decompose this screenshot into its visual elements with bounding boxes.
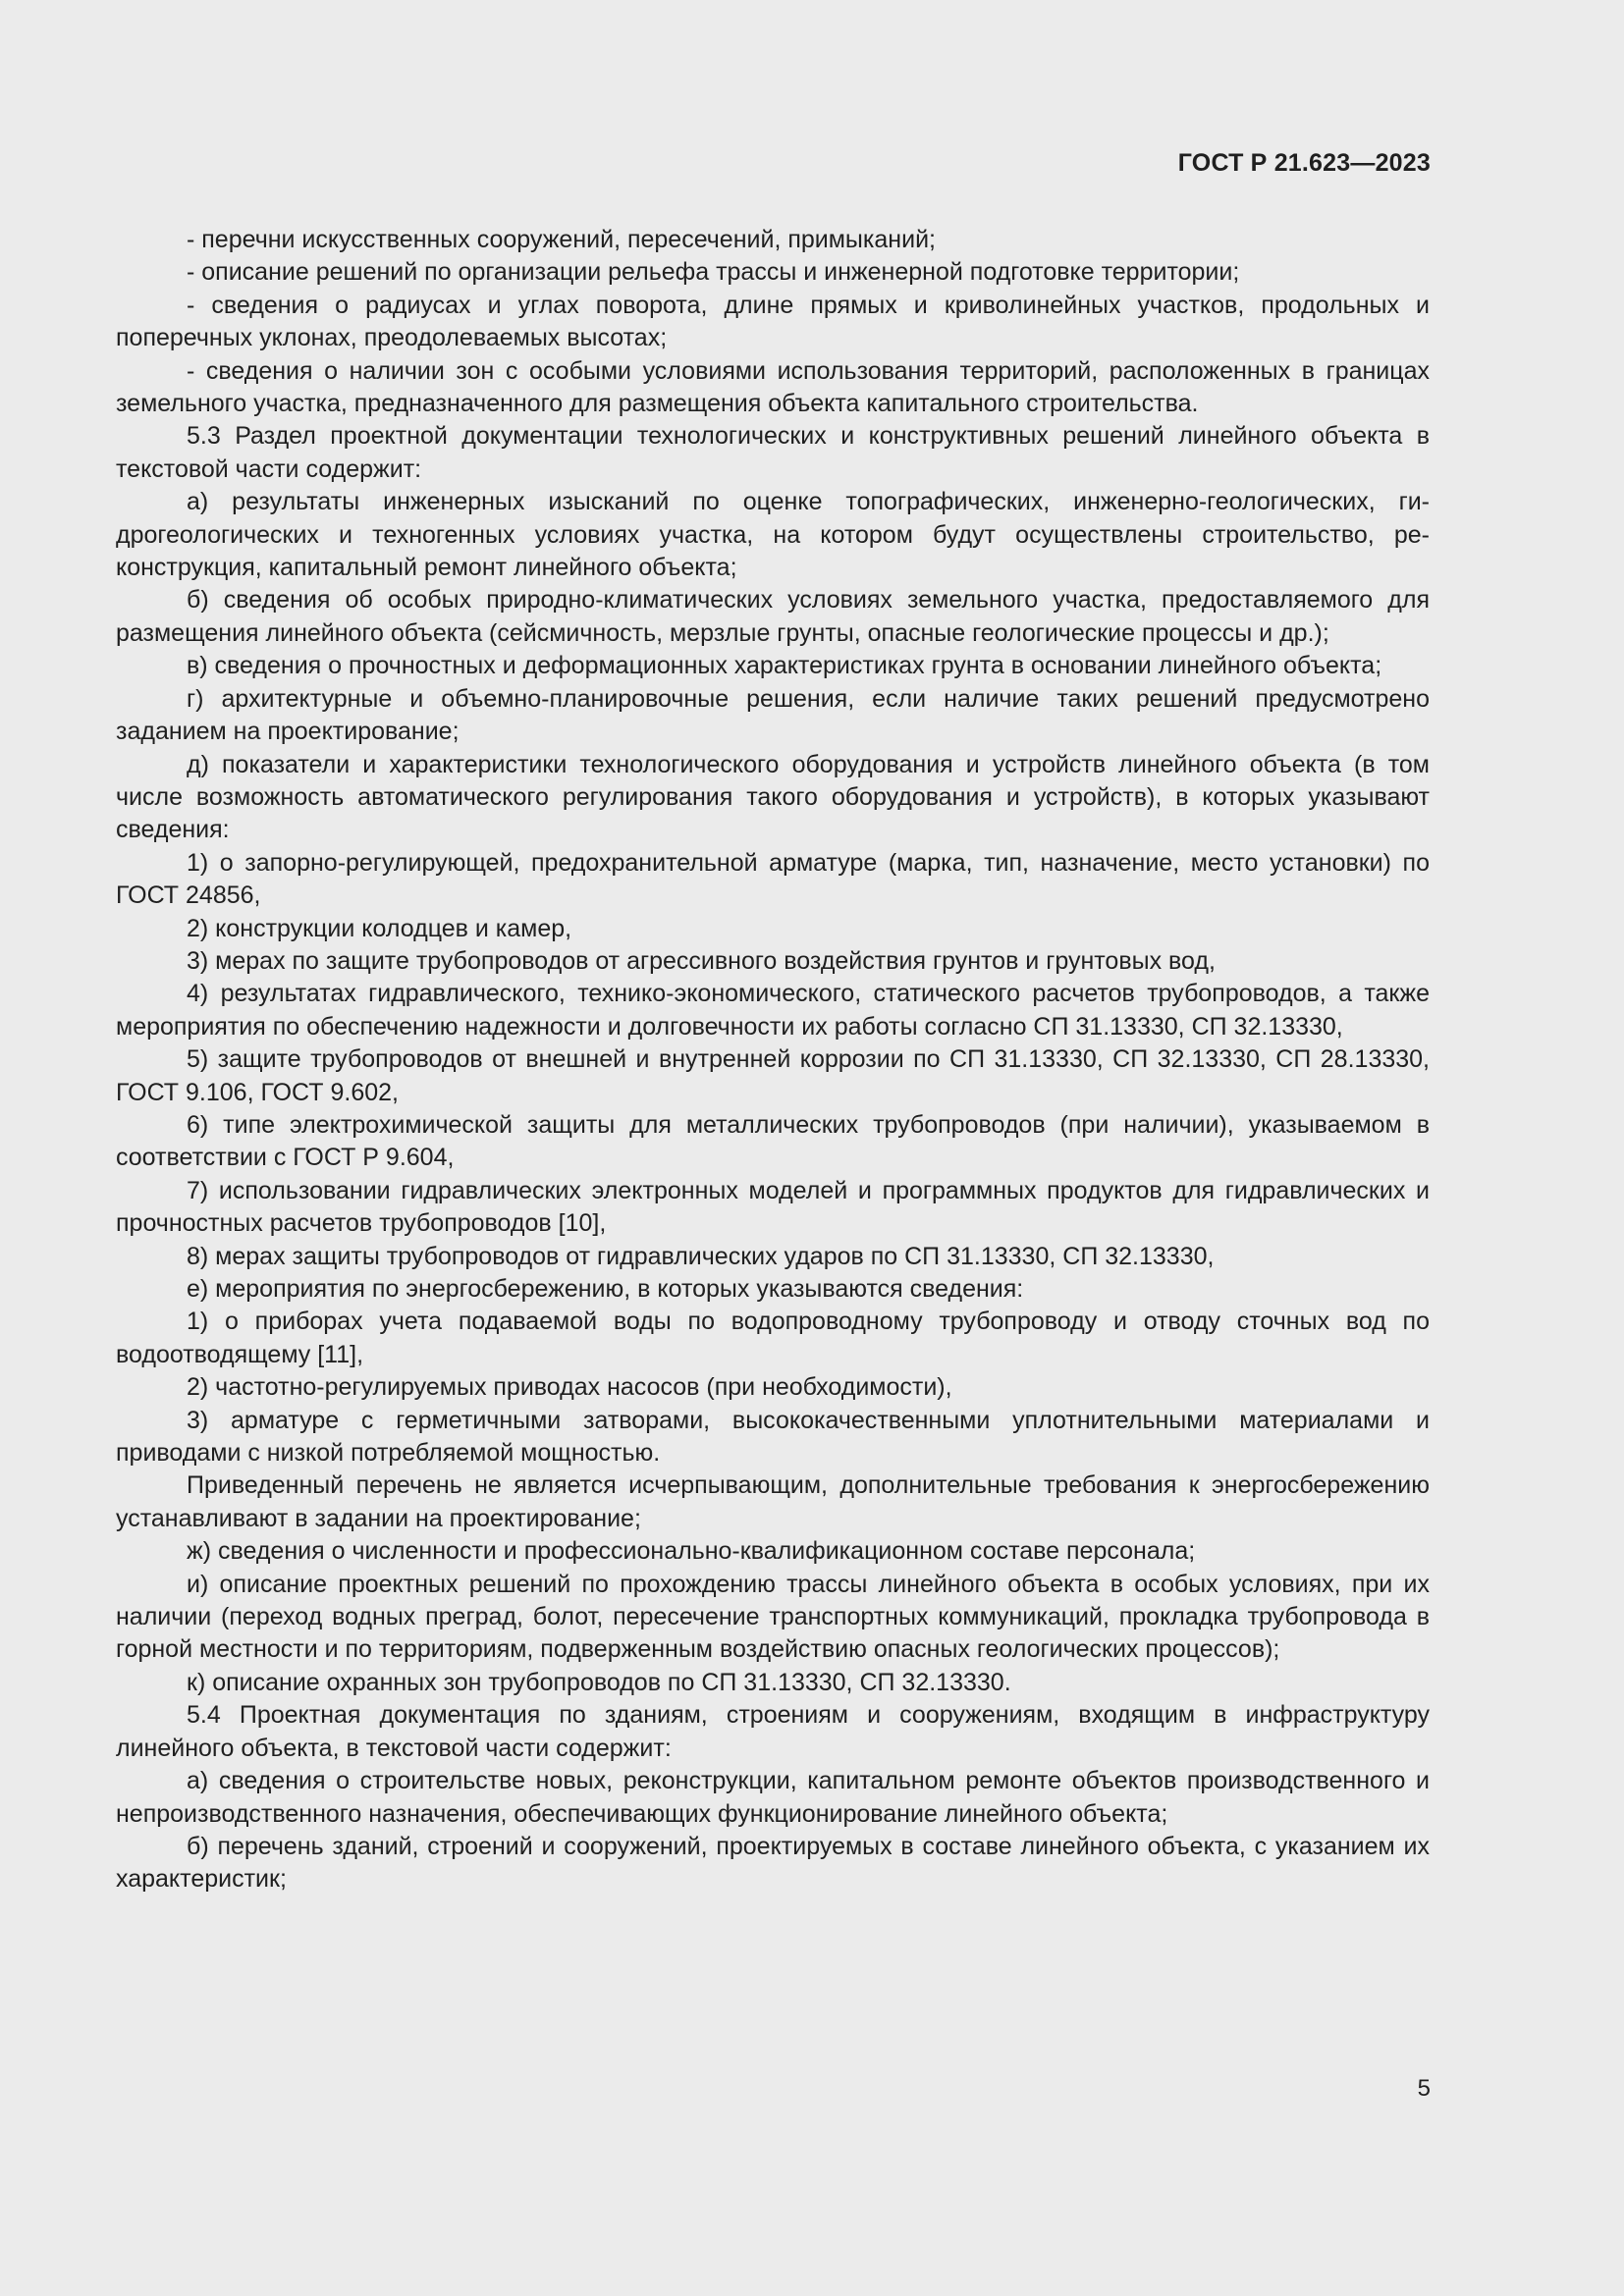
paragraph-11: 1) о запорно-регулирующей, предохранительной арматуре (марка, тип, назначение, место установки) по ГОСТ 24856, xyxy=(116,848,1430,910)
paragraph-2: - описание решений по организации рельефа трассы и инженерной подготовке территории; xyxy=(187,258,1240,287)
paragraph-29: б) перечень зданий, строений и сооружений, проектируемых в составе линейного объекта, с указанием их характеристик; xyxy=(116,1832,1430,1894)
paragraph-12: 2) конструкции колодцев и камер, xyxy=(187,914,572,942)
paragraph-1: - перечни искусственных сооружений, пересечений, примыканий; xyxy=(187,226,936,253)
page-number: 5 xyxy=(1417,2075,1431,2102)
paragraph-22: 3) арматуре с герметичными затворами, высококачественными уплотнительными материалами и приводами с низкой потребляемой мощностью. xyxy=(116,1406,1430,1468)
paragraph-17: 7) использовании гидравлических электронных моделей и программных продуктов для гидравлических и прочностных расчетов трубопроводов [10], xyxy=(116,1176,1430,1238)
paragraph-15: 5) защите трубопроводов от внешней и внутренней коррозии по СП 31.13330, СП 32.13330, СП 28.13330, ГОСТ 9.106, ГОСТ 9.602, xyxy=(116,1045,1430,1106)
paragraph-4: - сведения о наличии зон с особыми условиями использования территорий, расположенных в границах земельного участка, предназначенного для размещения объекта капитального строительства. xyxy=(116,356,1430,418)
paragraph-20: 1) о приборах учета подаваемой воды по водопроводному трубопроводу и отводу сточных вод по водоотводящему [11], xyxy=(116,1308,1430,1368)
paragraph-26: к) описание охранных зон трубопроводов по СП 31.13330, СП 32.13330. xyxy=(187,1668,1011,1696)
paragraph-14: 4) результатах гидравлического, технико-экономического, статического расчетов трубопроводов, а также мероприятия по обеспечению надежности и долговечности их работы согласно СП 31.13330, СП 32.13330, xyxy=(116,980,1430,1041)
paragraph-28: а) сведения о строительстве новых, реконструкции, капитальном ремонте объектов производственного и непроизводственного назначения, обеспечивающих функционирование линейного объекта; xyxy=(116,1767,1430,1828)
body-text xyxy=(116,224,1430,1896)
paragraph-8: в) сведения о прочностных и деформационных характеристиках грунта в основании линейного объекта; xyxy=(187,652,1382,680)
paragraph-10: д) показатели и характеристики технологического оборудования и устройств линейного объекта (в том числе возможность автоматического регулирования такого оборудования и устройств), в которых указывают сведения: xyxy=(116,750,1430,844)
paragraph-13: 3) мерах по защите трубопроводов от агрессивного воздействия грунтов и грунтовых вод, xyxy=(187,946,1216,975)
paragraph-3: - сведения о радиусах и углах поворота, длине прямых и криволинейных участков, продольных и поперечных уклонах, преодолеваемых высотах; xyxy=(116,291,1430,352)
paragraph-16: 6) типе электрохимической защиты для металлических трубопроводов (при наличии), указываемом в соответствии с ГОСТ Р 9.604, xyxy=(116,1110,1430,1172)
paragraph-7: б) сведения об особых природно-климатических условиях земельного участка, предоставляемого для размещения линейного объекта (сейсмичность, мерзлые грунты, опасные геологические процессы и др.); xyxy=(116,586,1430,647)
paragraph-21: 2) частотно-регулируемых приводах насосов (при необходимости), xyxy=(187,1373,952,1402)
paragraph-18: 8) мерах защиты трубопроводов от гидравлических ударов по СП 31.13330, СП 32.13330, xyxy=(187,1242,1215,1270)
paragraph-23: Приведенный перечень не является исчерпывающим, дополнительные требования к энергосбережению устанавливают в задании на проектирование; xyxy=(116,1471,1430,1532)
paragraph-6: а) результаты инженерных изысканий по оценке топографических, инженерно-геологических, гидрогеологических и техногенных условиях участка, на котором будут осуществлены строительство, реконструкция, капитальный ремонт линейного объекта; xyxy=(116,488,1430,582)
paragraph-25: и) описание проектных решений по прохождению трассы линейного объекта в особых условиях, при их наличии (переход водных преград, болот, пересечение транспортных коммуникаций, прокладка трубопровода в горной местности и по территориям, подверженным воздействию опасных геологических процессов); xyxy=(116,1570,1430,1664)
paragraph-24: ж) сведения о численности и профессионально-квалификационном составе персонала; xyxy=(187,1537,1196,1566)
paragraph-19: е) мероприятия по энергосбережению, в которых указываются сведения: xyxy=(187,1275,1024,1303)
document-code-header: ГОСТ Р 21.623—2023 xyxy=(1177,149,1431,177)
paragraph-5: 5.3 Раздел проектной документации технологических и конструктивных решений линейного объекта в текстовой части содержит: xyxy=(116,422,1430,483)
paragraph-9: г) архитектурные и объемно-планировочные решения, если наличие таких решений предусмотрено заданием на проектирование; xyxy=(116,684,1430,746)
paragraph-27: 5.4 Проектная документация по зданиям, строениям и сооружениям, входящим в инфраструктуру линейного объекта, в текстовой части содержит: xyxy=(116,1701,1430,1762)
